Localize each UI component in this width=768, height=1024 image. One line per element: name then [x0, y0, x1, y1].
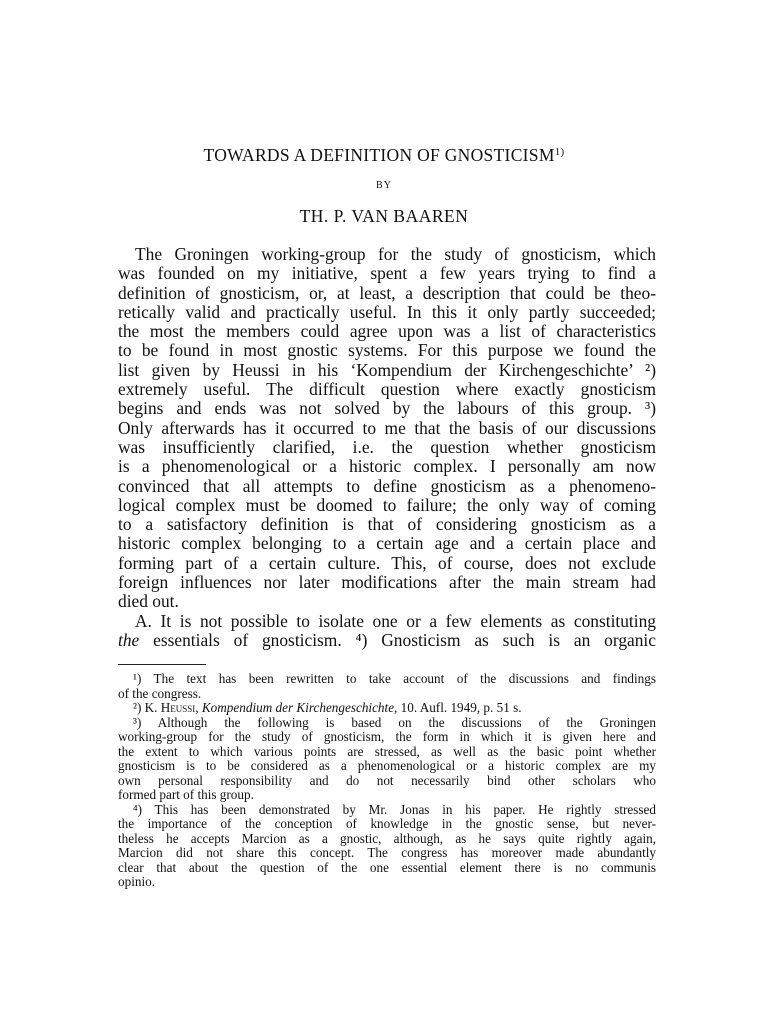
- article-title: [0, 145, 768, 166]
- footnote-2-author: Heussi: [160, 700, 196, 715]
- footnotes: [118, 672, 656, 890]
- footnote-3-line: the extent to which various points are stressed, as well as the basic point whether: [118, 743, 656, 759]
- body-line: list given by Heussi in his ‘Kompendium der Kirchengeschichte’ ²): [118, 359, 656, 380]
- body-line: to be found in most gnostic systems. For this purpose we found the: [118, 340, 656, 361]
- body-line: foreign influences nor later modifications after the main stream had: [118, 572, 656, 593]
- body-line: to a satisfactory definition is that of considering gnosticism as a: [118, 514, 656, 535]
- body-line: was insufficiently clarified, i.e. the question whether gnosticism: [118, 436, 656, 457]
- body-line: historic complex belonging to a certain age and a certain place and: [118, 533, 656, 554]
- body-line: convinced that all attempts to define gnosticism as a phenomeno-: [118, 475, 656, 496]
- footnote-4-line: theless he accepts Marcion as a gnostic, although, as he says quite rightly again,: [118, 830, 656, 846]
- body-line: definition of gnosticism, or, at least, a description that could be theo-: [118, 282, 656, 303]
- section-a-line-rest: essentials of gnosticism. ⁴) Gnosticism as such is an organic: [139, 629, 656, 650]
- title-footnote-marker: 1): [554, 146, 565, 158]
- footnote-4-line: ⁴) This has been demonstrated by Mr. Jonas in his paper. He rightly stressed: [133, 801, 656, 817]
- footnote-3-line: own personal responsibility and do not necessarily bind other scholars who: [118, 772, 656, 788]
- body-text: [118, 245, 656, 650]
- body-line: died out.: [118, 591, 179, 612]
- body-line: Only afterwards has it occurred to me that the basis of our discussions: [118, 417, 656, 438]
- footnote-4-line: the importance of the conception of knowledge in the gnostic sense, but never-: [118, 816, 656, 831]
- body-line: extremely useful. The difficult question where exactly gnosticism: [118, 379, 656, 400]
- footnote-3-line: working-group for the study of gnosticism, the form in which it is given here and: [118, 729, 656, 744]
- footnote-2-separator: ,: [195, 700, 202, 715]
- footnote-3-line: formed part of this group.: [118, 787, 254, 802]
- body-line: The Groningen working-group for the study of gnosticism, which: [135, 244, 656, 264]
- body-line: retically valid and practically useful. In this it only partly succeeded;: [118, 301, 656, 322]
- footnote-4-line: Marcion did not share this concept. The congress has moreover made abundantly: [118, 845, 656, 860]
- footnote-divider: [118, 664, 206, 665]
- footnote-1-line: of the congress.: [118, 685, 202, 701]
- footnote-2-rest: , 10. Aufl. 1949, p. 51 s.: [394, 700, 522, 715]
- footnote-4-line: opinio.: [118, 874, 155, 889]
- section-a-line: [118, 631, 656, 650]
- body-line: is a phenomenological or a historic complex. I personally am now: [118, 456, 656, 477]
- footnote-2: [118, 701, 656, 716]
- body-line: the most the members could agree upon was a list of characteristics: [118, 321, 656, 342]
- article-title-text: TOWARDS A DEFINITION OF GNOSTICISM: [203, 145, 555, 165]
- author-name: TH. P. VAN BAAREN: [299, 206, 469, 226]
- footnote-2-work: Kompendium der Kirchengeschichte: [201, 700, 395, 715]
- footnote-1-line: ¹) The text has been rewritten to take account of the discussions and findings: [133, 671, 656, 686]
- footnote-3-line: gnosticism is to be considered as a phenomenological or a historic complex are my: [118, 758, 656, 773]
- footnote-4-line: clear that about the question of the one essential element there is no communis: [118, 859, 656, 875]
- body-line: logical complex must be doomed to failure; the only way of coming: [118, 494, 656, 515]
- body-line: begins and ends was not solved by the labours of this group. ³): [118, 398, 656, 419]
- footnote-3-line: ³) Although the following is based on the discussions of the Groningen: [133, 714, 656, 730]
- body-line: was founded on my initiative, spent a few years trying to find a: [118, 263, 656, 284]
- section-a-line: A. It is not possible to isolate one or a few elements as constituting: [135, 610, 656, 631]
- byline: BY: [376, 180, 392, 191]
- emphasis-the: the: [118, 629, 140, 650]
- body-line: forming part of a certain culture. This, of course, does not exclude: [118, 552, 656, 573]
- footnote-2-number: ²) K.: [133, 700, 161, 715]
